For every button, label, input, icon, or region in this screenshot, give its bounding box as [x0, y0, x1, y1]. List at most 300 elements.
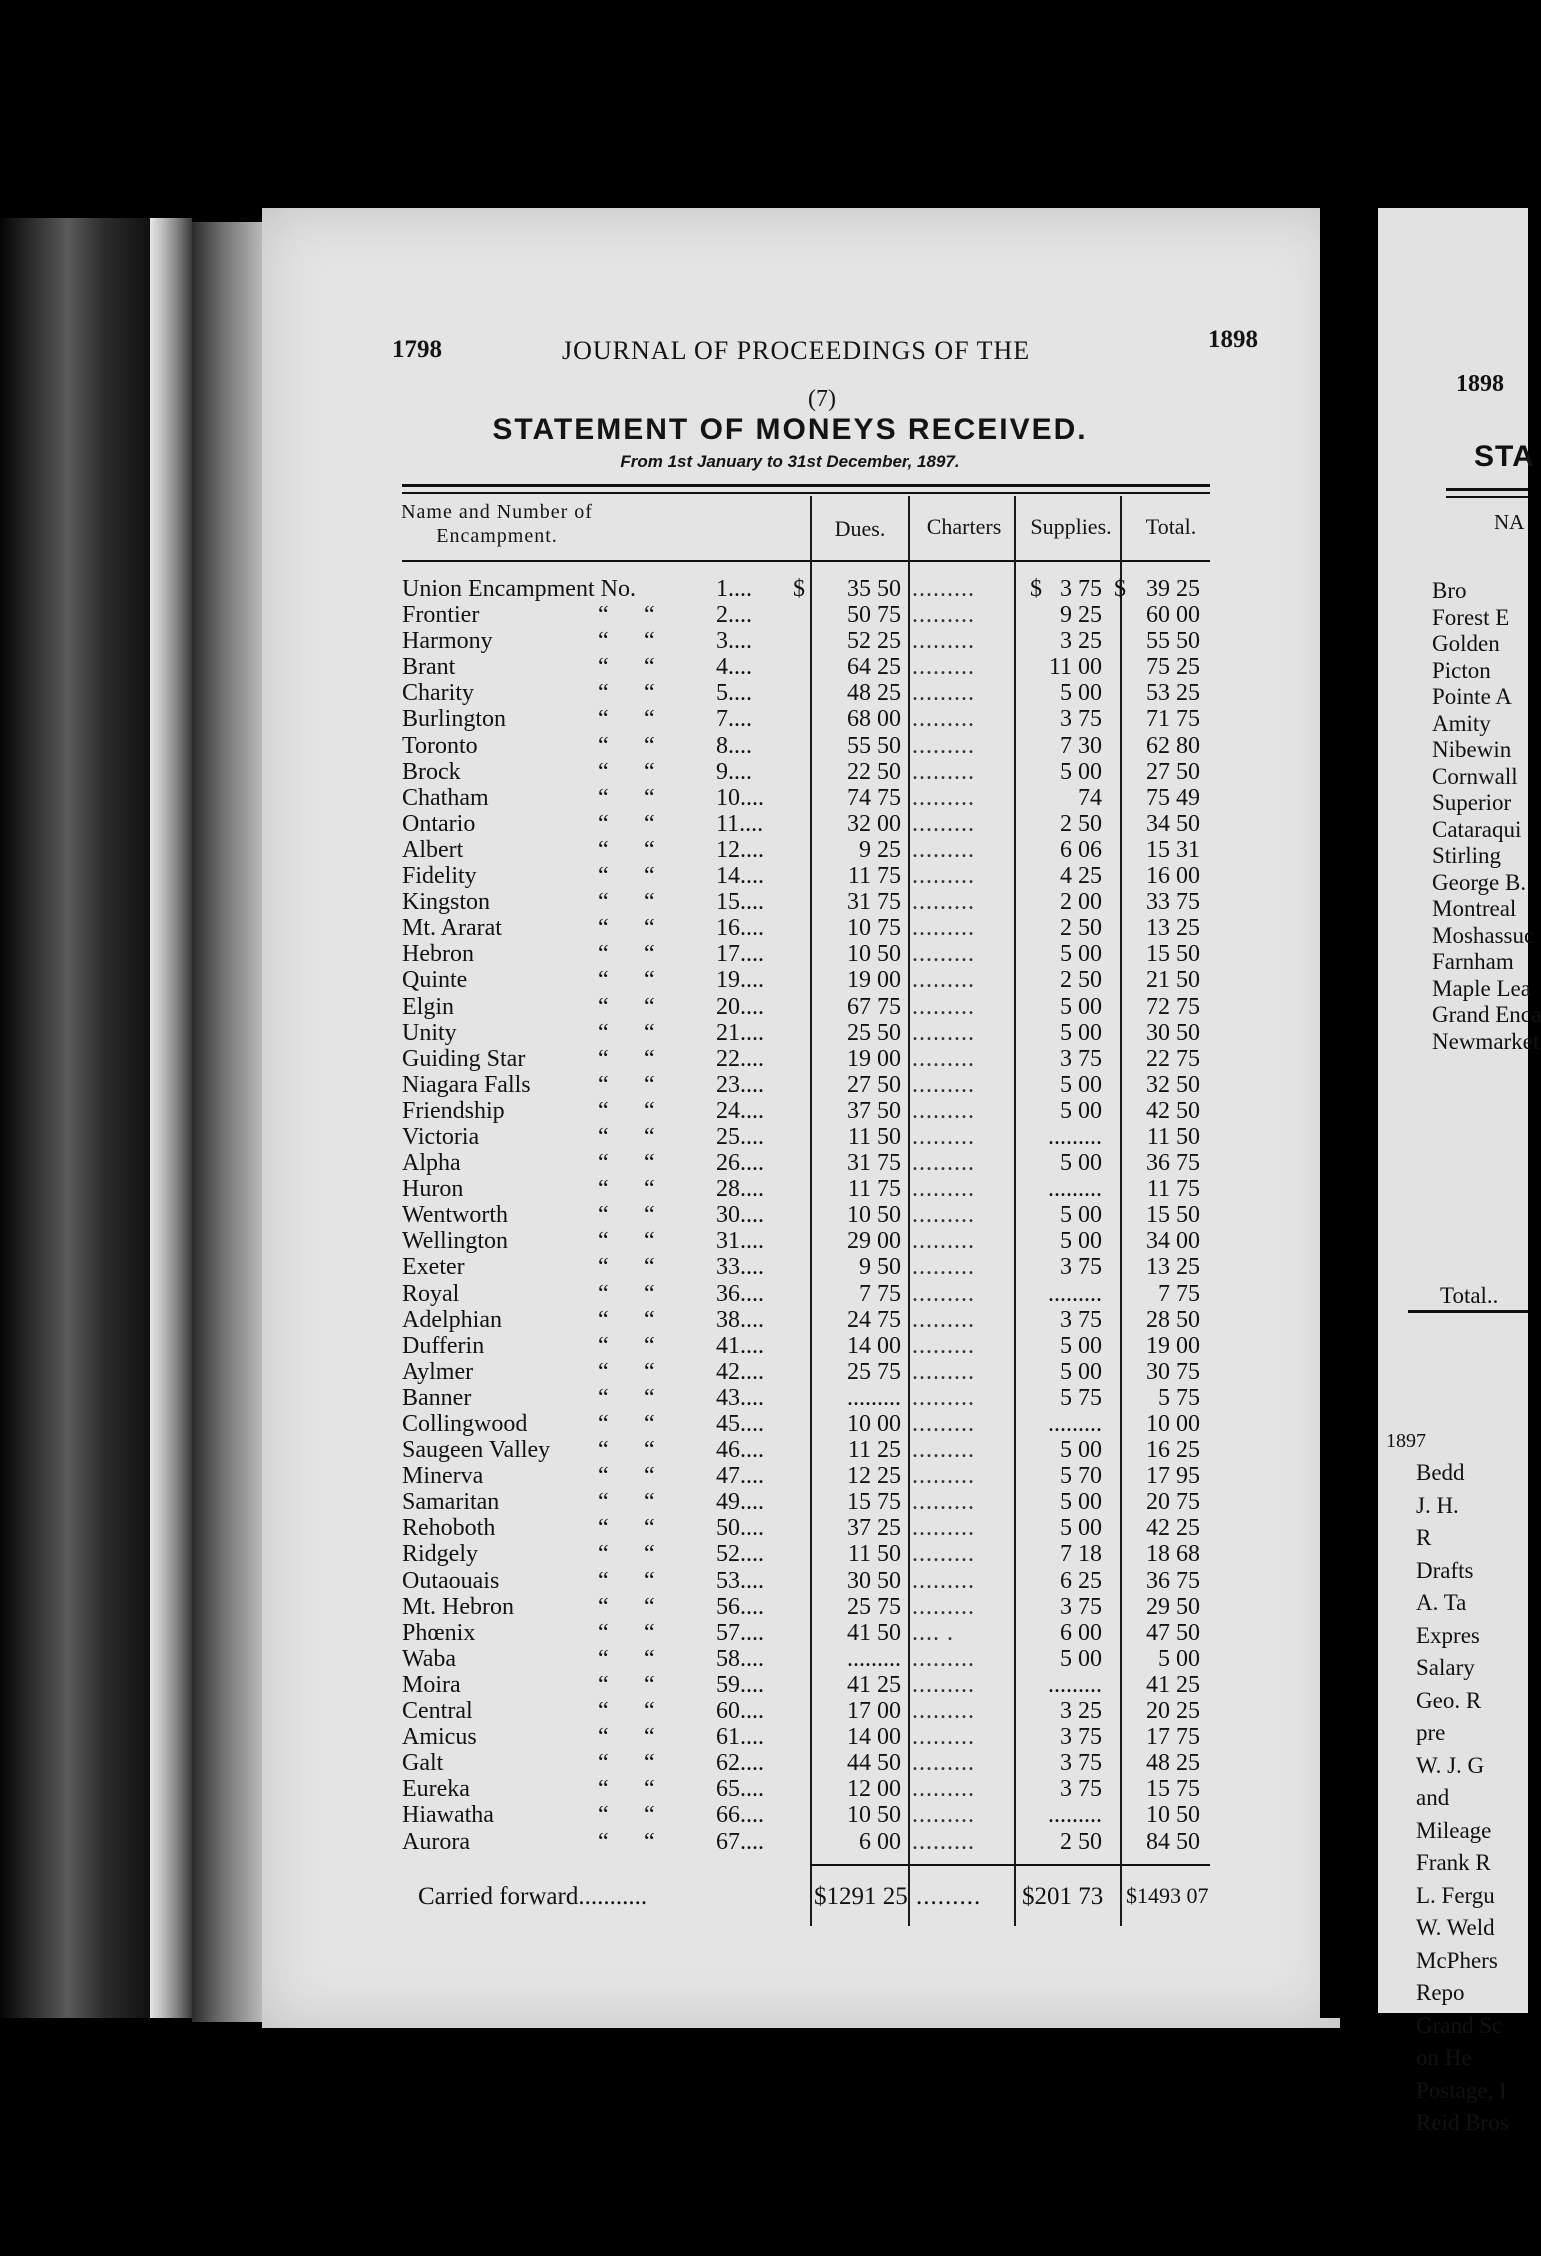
- encampment-name: Unity: [402, 1019, 457, 1046]
- ditto-mark: “: [644, 1254, 655, 1281]
- right-page-rule: [1446, 488, 1528, 491]
- total-value: 47 50: [1146, 1619, 1200, 1646]
- ditto-mark: “: [598, 1176, 609, 1203]
- ditto-mark: “: [644, 628, 655, 655]
- dues-value: 12 25: [847, 1463, 901, 1490]
- charters-value: .........: [912, 654, 975, 681]
- ditto-mark: “: [644, 680, 655, 707]
- carried-forward-dues: $1291 25: [814, 1883, 908, 1910]
- encampment-name: Chatham: [402, 784, 489, 811]
- dues-value: 10 75: [847, 915, 901, 942]
- column-header-total: Total.: [1145, 514, 1197, 539]
- encampment-name: Amicus: [402, 1724, 477, 1751]
- encampment-name: Brock: [402, 758, 461, 785]
- encampment-name: Toronto: [402, 732, 478, 759]
- table-row: [262, 967, 1340, 993]
- table-row: [262, 1594, 1340, 1620]
- charters-value: .........: [912, 680, 975, 707]
- ditto-mark: “: [598, 1776, 609, 1803]
- supplies-value: 74: [1078, 784, 1102, 811]
- encampment-number: 66....: [716, 1802, 764, 1829]
- list-item: Grand Sc: [1416, 2012, 1503, 2038]
- charters-value: .........: [912, 1645, 975, 1672]
- dues-value: 74 75: [847, 784, 901, 811]
- charters-value: .........: [912, 1437, 975, 1464]
- table-row: [262, 1307, 1340, 1333]
- encampment-name: Burlington: [402, 706, 507, 733]
- encampment-number: 60....: [716, 1698, 764, 1725]
- ditto-mark: “: [644, 1541, 655, 1568]
- total-value: 41 25: [1146, 1671, 1200, 1698]
- dues-value: 64 25: [847, 654, 901, 681]
- table-row: [262, 811, 1340, 837]
- supplies-value: 6 06: [1060, 836, 1102, 863]
- ditto-mark: “: [598, 654, 609, 681]
- list-item: A. Ta: [1416, 1590, 1467, 1615]
- total-value: 21 50: [1146, 967, 1200, 994]
- dues-value: 11 50: [847, 1541, 901, 1568]
- charters-value: .........: [912, 836, 975, 863]
- dues-value: 31 75: [847, 889, 901, 916]
- ditto-mark: “: [644, 1698, 655, 1725]
- table-row: [262, 1568, 1340, 1594]
- ditto-mark: “: [644, 1280, 655, 1307]
- supplies-value: 2 50: [1060, 915, 1102, 942]
- ditto-mark: “: [644, 863, 655, 890]
- table-row: [262, 785, 1340, 811]
- list-item: Postage, I: [1416, 2077, 1507, 2103]
- ditto-mark: “: [598, 1828, 609, 1855]
- charters-value: .........: [912, 732, 975, 759]
- dues-value: 32 00: [847, 810, 901, 837]
- encampment-name: Kingston: [402, 889, 491, 916]
- ditto-mark: “: [598, 915, 609, 942]
- supplies-value: .........: [1048, 1802, 1102, 1829]
- ditto-mark: “: [598, 1593, 609, 1620]
- right-page-title-fragment: STA: [1474, 440, 1535, 473]
- encampment-number: 36....: [716, 1280, 764, 1307]
- table-row: [262, 915, 1340, 941]
- ditto-mark: “: [598, 836, 609, 863]
- list-item: Forest E: [1432, 604, 1510, 630]
- ditto-mark: “: [644, 1645, 655, 1672]
- ditto-mark: “: [598, 1645, 609, 1672]
- table-row: [262, 1046, 1340, 1072]
- encampment-name: Rehoboth: [402, 1515, 496, 1542]
- encampment-number: 42....: [716, 1358, 764, 1385]
- ditto-mark: “: [644, 836, 655, 863]
- total-value: 10 00: [1146, 1411, 1200, 1437]
- ditto-mark: “: [644, 1150, 655, 1177]
- total-value: 71 75: [1146, 706, 1200, 733]
- dues-value: 12 00: [847, 1776, 901, 1803]
- table-row: [262, 994, 1340, 1020]
- charters-value: .........: [912, 1280, 975, 1307]
- table-row: [262, 706, 1340, 732]
- charters-value: .........: [912, 576, 975, 602]
- encampment-number: 41....: [716, 1332, 764, 1359]
- ditto-mark: “: [598, 1045, 609, 1072]
- ditto-mark: “: [644, 915, 655, 942]
- encampment-name: Harmony: [402, 628, 493, 655]
- supplies-value: 5 00: [1060, 758, 1102, 785]
- right-page-rule-second: [1446, 496, 1528, 498]
- ditto-mark: “: [598, 1489, 609, 1516]
- ditto-mark: “: [598, 1097, 609, 1124]
- list-item: Cornwall: [1432, 763, 1518, 789]
- charters-value: .........: [912, 1828, 975, 1855]
- total-value: 16 25: [1146, 1437, 1200, 1464]
- supplies-value: .........: [1048, 1411, 1102, 1437]
- table-row: [262, 1829, 1340, 1855]
- encampment-number: 67....: [716, 1828, 764, 1855]
- ditto-mark: “: [598, 706, 609, 733]
- table-row: [262, 759, 1340, 785]
- encampment-name: Mt. Hebron: [402, 1593, 514, 1620]
- supplies-value: 5 00: [1060, 680, 1102, 707]
- charters-value: .........: [912, 1254, 975, 1281]
- ditto-mark: “: [598, 941, 609, 968]
- ditto-mark: “: [598, 1358, 609, 1385]
- journal-title: JOURNAL OF PROCEEDINGS OF THE: [562, 336, 1031, 365]
- supplies-value: 5 00: [1060, 1228, 1102, 1255]
- supplies-value: 5 00: [1060, 1515, 1102, 1542]
- total-value: 15 50: [1146, 1202, 1200, 1229]
- encampment-number: 59....: [716, 1671, 764, 1698]
- encampment-number: 43....: [716, 1384, 764, 1411]
- charters-value: .........: [912, 1228, 975, 1255]
- charters-value: .........: [912, 706, 975, 733]
- list-item: Amity: [1432, 710, 1491, 736]
- dues-value: 11 75: [847, 1176, 901, 1203]
- supplies-value: 2 00: [1060, 889, 1102, 916]
- table-row: [262, 1776, 1340, 1802]
- ditto-mark: “: [598, 1071, 609, 1098]
- column-header-rule: [402, 560, 1210, 562]
- total-value: 33 75: [1146, 889, 1200, 916]
- supplies-value: 3 25: [1060, 628, 1102, 655]
- encampment-name: Charity: [402, 680, 474, 707]
- supplies-value: 5 00: [1060, 1645, 1102, 1672]
- dues-value: 11 75: [847, 863, 901, 890]
- supplies-value: .........: [1048, 1280, 1102, 1307]
- ditto-mark: “: [644, 1228, 655, 1255]
- encampment-name: Brant: [402, 654, 456, 681]
- ditto-mark: “: [598, 680, 609, 707]
- supplies-value: 6 25: [1060, 1567, 1102, 1594]
- ditto-mark: “: [644, 1489, 655, 1516]
- supplies-value: 5 00: [1060, 1358, 1102, 1385]
- table-row: [262, 941, 1340, 967]
- ditto-mark: “: [598, 784, 609, 811]
- section-subtitle: From 1st January to 31st December, 1897.: [620, 452, 960, 471]
- table-row: [262, 1150, 1340, 1176]
- supplies-value: 5 00: [1060, 1489, 1102, 1516]
- dues-value: 17 00: [847, 1698, 901, 1725]
- page-gutter: [192, 222, 262, 2022]
- charters-value: .........: [912, 1332, 975, 1359]
- table-row: [262, 1098, 1340, 1124]
- encampment-name: Moira: [402, 1671, 461, 1698]
- encampment-name: Samaritan: [402, 1489, 500, 1516]
- ditto-mark: “: [598, 1750, 609, 1777]
- encampment-name: Elgin: [402, 993, 454, 1020]
- charters-value: .........: [912, 941, 975, 968]
- table-row: [262, 1437, 1340, 1463]
- list-item: Reid Bros: [1416, 2110, 1509, 2135]
- ditto-mark: “: [644, 1176, 655, 1203]
- ditto-mark: “: [644, 1828, 655, 1855]
- total-value: 34 00: [1146, 1228, 1200, 1255]
- encampment-number: 15....: [716, 889, 764, 916]
- carried-forward-label: Carried forward...........: [418, 1883, 648, 1910]
- ditto-mark: “: [598, 1671, 609, 1698]
- encampment-name: Albert: [402, 836, 464, 863]
- list-item: on He: [1416, 2045, 1472, 2070]
- encampment-number: 31....: [716, 1228, 764, 1255]
- table-body: [262, 602, 1340, 1855]
- encampment-table: [262, 576, 1340, 1855]
- dues-value: 10 50: [847, 1202, 901, 1229]
- dues-value: 30 50: [847, 1567, 901, 1594]
- dues-value: 22 50: [847, 758, 901, 785]
- dues-value: 25 75: [847, 1593, 901, 1620]
- ditto-mark: “: [644, 1671, 655, 1698]
- dues-value: 44 50: [847, 1750, 901, 1777]
- dues-value: 11 50: [847, 1123, 901, 1150]
- ditto-mark: “: [598, 1802, 609, 1829]
- ditto-mark: “: [598, 1619, 609, 1646]
- charters-value: .........: [912, 1698, 975, 1725]
- encampment-name: Aurora: [402, 1828, 470, 1855]
- total-value: 28 50: [1146, 1306, 1200, 1333]
- ditto-mark: “: [598, 758, 609, 785]
- list-item: W. Weld: [1416, 1915, 1495, 1940]
- ditto-mark: “: [644, 941, 655, 968]
- encampment-number: 2....: [716, 602, 752, 629]
- charters-value: .........: [912, 1541, 975, 1568]
- list-item: Montreal: [1432, 896, 1517, 921]
- ditto-mark: “: [598, 889, 609, 916]
- table-row: [262, 1228, 1340, 1254]
- list-item: Golden: [1432, 631, 1500, 656]
- encampment-number: 1....: [716, 576, 752, 602]
- charters-value: .........: [912, 1071, 975, 1098]
- encampment-name: Eureka: [402, 1776, 470, 1803]
- total-value: 15 31: [1146, 836, 1200, 863]
- ditto-mark: “: [644, 1750, 655, 1777]
- dues-value: 24 75: [847, 1306, 901, 1333]
- carried-forward-total: $1493 07: [1126, 1883, 1209, 1908]
- encampment-name: Banner: [402, 1384, 472, 1411]
- table-row: [262, 1672, 1340, 1698]
- encampment-number: 8....: [716, 732, 752, 759]
- charters-value: .........: [912, 784, 975, 811]
- table-row: [262, 1515, 1340, 1541]
- total-value: 7 75: [1158, 1280, 1200, 1307]
- charters-value: .........: [912, 1802, 975, 1829]
- dues-value: 50 75: [847, 602, 901, 629]
- charters-value: .........: [912, 1202, 975, 1229]
- table-row: [262, 1750, 1340, 1776]
- encampment-number: 53....: [716, 1567, 764, 1594]
- page-year-right: 1898: [1208, 326, 1258, 353]
- encampment-name: Central: [402, 1698, 473, 1725]
- encampment-name: Huron: [402, 1176, 464, 1203]
- column-header-name: Name and Number of Encampment.: [401, 501, 593, 547]
- dues-value: 48 25: [847, 680, 901, 707]
- carried-forward-charters: .........: [916, 1883, 982, 1910]
- ditto-mark: “: [598, 1515, 609, 1542]
- dues-value: 7 75: [859, 1280, 901, 1307]
- total-value: 17 75: [1146, 1724, 1200, 1751]
- page-edge: [150, 218, 192, 2018]
- encampment-number: 45....: [716, 1411, 764, 1437]
- table-row: [262, 1333, 1340, 1359]
- encampment-name: Minerva: [402, 1463, 484, 1490]
- dues-value: 41 25: [847, 1671, 901, 1698]
- encampment-name: Frontier: [402, 602, 480, 629]
- ditto-mark: “: [644, 706, 655, 733]
- encampment-number: 56....: [716, 1593, 764, 1620]
- encampment-name: Alpha: [402, 1150, 461, 1177]
- list-item: Bedd: [1416, 1460, 1465, 1485]
- total-value: 55 50: [1146, 628, 1200, 655]
- total-dollar-sign: $: [1114, 576, 1126, 602]
- list-item: George B.: [1432, 869, 1527, 895]
- encampment-name: Mt. Ararat: [402, 915, 502, 942]
- dues-value: .........: [847, 1645, 901, 1672]
- total-value: 30 75: [1146, 1358, 1200, 1385]
- encampment-name: Hebron: [402, 941, 474, 968]
- dues-value: 41 50: [847, 1619, 901, 1646]
- table-row: [262, 1463, 1340, 1489]
- dues-value: 31 75: [847, 1150, 901, 1177]
- list-item: Salary: [1416, 1655, 1475, 1680]
- supplies-value: 2 50: [1060, 810, 1102, 837]
- total-value: 11 75: [1146, 1176, 1200, 1203]
- table-row: [262, 1541, 1340, 1567]
- ditto-mark: “: [598, 1150, 609, 1177]
- encampment-number: 20....: [716, 993, 764, 1020]
- charters-value: .........: [912, 1515, 975, 1542]
- supplies-value: 5 00: [1060, 1097, 1102, 1124]
- ditto-mark: “: [644, 1019, 655, 1046]
- charters-value: .........: [912, 1463, 975, 1490]
- left-page: [262, 208, 1340, 2028]
- supplies-value: 2 50: [1060, 1828, 1102, 1855]
- charters-value: .........: [912, 1306, 975, 1333]
- encampment-name: Collingwood: [402, 1411, 528, 1437]
- encampment-name: Outaouais: [402, 1567, 500, 1594]
- total-value: 75 25: [1146, 654, 1200, 681]
- list-item: Cataraqui: [1432, 816, 1522, 842]
- encampment-number: 9....: [716, 758, 752, 785]
- charters-value: .........: [912, 863, 975, 890]
- total-value: 5 75: [1158, 1384, 1200, 1411]
- table-row: [262, 837, 1340, 863]
- ditto-mark: “: [644, 1306, 655, 1333]
- total-value: 32 50: [1146, 1071, 1200, 1098]
- carried-forward-rule: [810, 1864, 1210, 1866]
- ditto-mark: “: [598, 602, 609, 629]
- dues-value: 19 00: [847, 967, 901, 994]
- ditto-mark: “: [644, 967, 655, 994]
- total-value: 36 75: [1146, 1567, 1200, 1594]
- total-value: 29 50: [1146, 1593, 1200, 1620]
- encampment-number: 21....: [716, 1019, 764, 1046]
- ditto-mark: “: [598, 1228, 609, 1255]
- encampment-name: Adelphian: [402, 1306, 502, 1333]
- supplies-value: .........: [1048, 1176, 1102, 1203]
- table-row: [262, 1646, 1340, 1672]
- charters-value: .........: [912, 602, 975, 629]
- charters-value: .........: [912, 628, 975, 655]
- supplies-value: 5 00: [1060, 993, 1102, 1020]
- supplies-value: 5 00: [1060, 1437, 1102, 1464]
- charters-value: .........: [912, 1358, 975, 1385]
- total-value: 11 50: [1146, 1123, 1200, 1150]
- ditto-mark: “: [598, 993, 609, 1020]
- encampment-name: Saugeen Valley: [402, 1437, 551, 1464]
- ditto-mark: “: [598, 1280, 609, 1307]
- charters-value: .........: [912, 1593, 975, 1620]
- list-item: Frank R: [1416, 1850, 1491, 1875]
- ditto-mark: “: [644, 758, 655, 785]
- list-item: Geo. R: [1416, 1687, 1482, 1713]
- ditto-mark: “: [644, 784, 655, 811]
- column-header-dues: Dues.: [834, 516, 886, 541]
- encampment-number: 12....: [716, 836, 764, 863]
- table-row-first: [262, 576, 1340, 602]
- table-row: [262, 1176, 1340, 1202]
- dues-value: 35 50: [847, 576, 901, 602]
- right-page-total-rule: [1408, 1310, 1528, 1313]
- supplies-value: 11 00: [1048, 654, 1102, 681]
- dues-value: 9 50: [859, 1254, 901, 1281]
- ditto-mark: “: [644, 1332, 655, 1359]
- ditto-mark: “: [598, 1384, 609, 1411]
- encampment-number: 3....: [716, 628, 752, 655]
- supplies-value: 5 75: [1060, 1384, 1102, 1411]
- supplies-value: 5 00: [1060, 1202, 1102, 1229]
- ditto-mark: “: [598, 628, 609, 655]
- total-value: 39 25: [1146, 576, 1200, 602]
- supplies-value: 3 75: [1060, 706, 1102, 733]
- total-value: 75 49: [1146, 784, 1200, 811]
- column-header-charters: Charters: [926, 514, 1002, 539]
- charters-value: .........: [912, 1671, 975, 1698]
- list-item: L. Fergu: [1416, 1882, 1495, 1908]
- header-rule-second: [402, 492, 1210, 494]
- table-row: [262, 1620, 1340, 1646]
- encampment-number: 22....: [716, 1045, 764, 1072]
- table-row: [262, 1698, 1340, 1724]
- ditto-mark: “: [644, 1045, 655, 1072]
- dues-value: 25 50: [847, 1019, 901, 1046]
- charters-value: .........: [912, 889, 975, 916]
- list-item: Drafts: [1416, 1557, 1474, 1583]
- encampment-name: Ridgely: [402, 1541, 478, 1568]
- supplies-value: 3 75: [1060, 1593, 1102, 1620]
- encampment-number: 4....: [716, 654, 752, 681]
- carried-forward-supplies: $201 73: [1022, 1883, 1104, 1910]
- encampment-name: Hiawatha: [402, 1802, 494, 1829]
- ditto-mark: “: [644, 889, 655, 916]
- encampment-name: Victoria: [402, 1123, 480, 1150]
- list-item: J. H.: [1416, 1492, 1459, 1518]
- table-row: [262, 1411, 1340, 1437]
